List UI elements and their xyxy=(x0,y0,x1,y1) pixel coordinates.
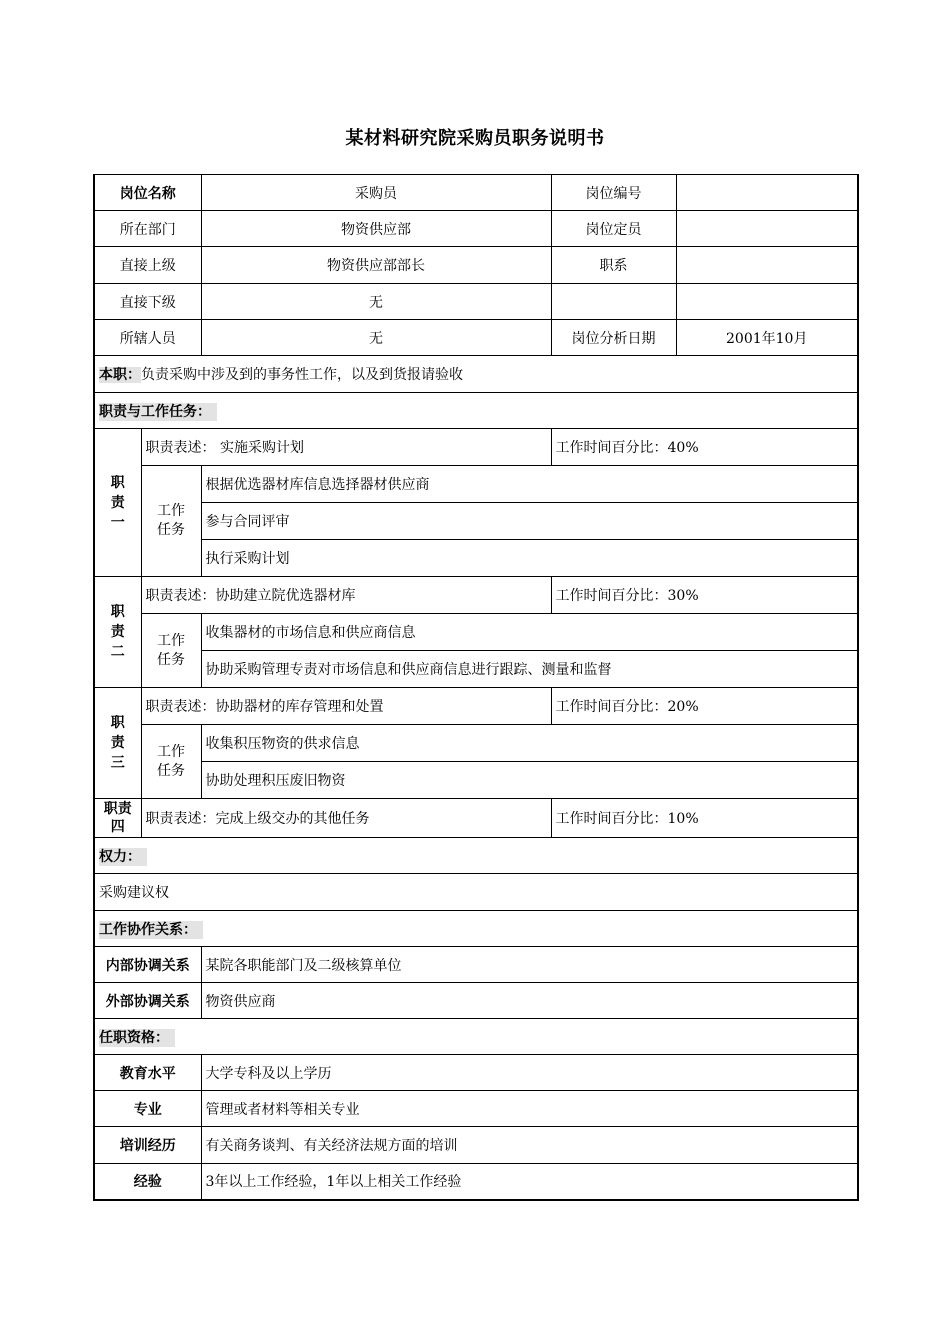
internal-relations-value: 某院各职能部门及二级核算单位 xyxy=(201,947,858,983)
duty-2-task-label-text: 工作任务 xyxy=(157,632,185,668)
duty-1-task-label xyxy=(141,466,201,577)
supervisor-label: 直接上级 xyxy=(94,247,201,284)
subordinate-value: 无 xyxy=(201,284,551,320)
qualification-row-major xyxy=(94,1091,858,1127)
major-label: 专业 xyxy=(94,1091,201,1127)
power-header-row xyxy=(94,838,858,874)
training-label: 培训经历 xyxy=(94,1127,201,1164)
duty-3-pct: 工作时间百分比：20% xyxy=(551,688,858,725)
power-header: 权力： xyxy=(99,848,147,866)
duties-header-row xyxy=(94,393,858,429)
basic-row-department xyxy=(94,211,858,247)
duty-4-pct: 工作时间百分比：10% xyxy=(551,799,858,838)
qualifications-header-row xyxy=(94,1019,858,1055)
job-family-value xyxy=(676,247,858,284)
major-value: 管理或者材料等相关专业 xyxy=(201,1091,858,1127)
summary-text: 负责采购中涉及到的事务性工作，以及到货报请验收 xyxy=(141,367,463,383)
duty-3-label xyxy=(94,688,141,799)
job-description-table xyxy=(93,174,859,1201)
job-family-label: 职系 xyxy=(551,247,676,284)
department-label: 所在部门 xyxy=(94,211,201,247)
duty-2-desc-row xyxy=(94,577,858,614)
position-name-value: 采购员 xyxy=(201,175,551,211)
duty-2-task-label xyxy=(141,614,201,688)
duty-2-task-1: 收集器材的市场信息和供应商信息 xyxy=(201,614,858,651)
duty-1-label-text: 职责一 xyxy=(110,474,125,531)
duty-2-task-row-2 xyxy=(94,651,858,688)
duty-1-task-row-3 xyxy=(94,540,858,577)
relations-header: 工作协作关系： xyxy=(99,921,203,939)
duty-3-task-2: 协助处理积压废旧物资 xyxy=(201,762,858,799)
duty-4-label xyxy=(94,799,141,838)
duty-2-task-row-1 xyxy=(94,614,858,651)
job-summary xyxy=(94,356,858,393)
headcount-label: 岗位定员 xyxy=(551,211,676,247)
duty-3-task-1: 收集积压物资的供求信息 xyxy=(201,725,858,762)
duty-4-desc: 职责表述：完成上级交办的其他任务 xyxy=(141,799,551,838)
subordinate-label: 直接下级 xyxy=(94,284,201,320)
power-row xyxy=(94,874,858,911)
duty-2-label xyxy=(94,577,141,688)
qualification-row-experience xyxy=(94,1164,858,1200)
relations-header-row xyxy=(94,911,858,947)
duty-1-task-row-2 xyxy=(94,503,858,540)
duty-1-task-3: 执行采购计划 xyxy=(201,540,858,577)
basic-row-position-name xyxy=(94,175,858,211)
duty-1-task-1: 根据优选器材库信息选择器材供应商 xyxy=(201,466,858,503)
basic-row-staff xyxy=(94,320,858,356)
position-name-label: 岗位名称 xyxy=(94,175,201,211)
external-relations-value: 物资供应商 xyxy=(201,983,858,1019)
qualifications-header: 任职资格： xyxy=(99,1029,175,1047)
duty-1-task-label-text: 工作任务 xyxy=(157,503,185,538)
duty-3-desc: 职责表述：协助器材的库存管理和处置 xyxy=(141,688,551,725)
duty-3-label-text: 职责三 xyxy=(110,715,125,771)
education-label: 教育水平 xyxy=(94,1055,201,1091)
duty-2-label-text: 职责二 xyxy=(110,604,125,660)
internal-relations-label: 内部协调关系 xyxy=(94,947,201,983)
duty-3-desc-row xyxy=(94,688,858,725)
duty-2-task-2: 协助采购管理专责对市场信息和供应商信息进行跟踪、测量和监督 xyxy=(201,651,858,688)
duty-1-desc-row xyxy=(94,429,858,466)
department-value: 物资供应部 xyxy=(201,211,551,247)
staff-label: 所辖人员 xyxy=(94,320,201,356)
education-value: 大学专科及以上学历 xyxy=(201,1055,858,1091)
staff-value: 无 xyxy=(201,320,551,356)
position-number-label: 岗位编号 xyxy=(551,175,676,211)
duty-3-task-row-1 xyxy=(94,725,858,762)
page-title: 某材料研究院采购员职务说明书 xyxy=(345,128,605,149)
headcount-value xyxy=(676,211,858,247)
qualification-row-training xyxy=(94,1127,858,1164)
power-text: 采购建议权 xyxy=(94,874,858,911)
analysis-date-value: 2001年10月 xyxy=(676,320,858,356)
duty-3-task-label xyxy=(141,725,201,799)
external-relations-label: 外部协调关系 xyxy=(94,983,201,1019)
experience-value: 3年以上工作经验，1年以上相关工作经验 xyxy=(201,1164,858,1200)
duty-1-task-row-1 xyxy=(94,466,858,503)
duty-1-label xyxy=(94,429,141,577)
duty-1-pct: 工作时间百分比：40% xyxy=(551,429,858,466)
duty-3-task-row-2 xyxy=(94,762,858,799)
summary-label: 本职： xyxy=(99,367,141,383)
duty-2-pct: 工作时间百分比：30% xyxy=(551,577,858,614)
position-number-value xyxy=(676,175,858,211)
duty-3-task-label-text: 工作任务 xyxy=(157,743,185,779)
empty-value xyxy=(676,284,858,320)
duty-1-desc: 职责表述： 实施采购计划 xyxy=(141,429,551,466)
summary-row xyxy=(94,356,858,393)
analysis-date-label: 岗位分析日期 xyxy=(551,320,676,356)
duty-4-desc-row xyxy=(94,799,858,838)
training-value: 有关商务谈判、有关经济法规方面的培训 xyxy=(201,1127,858,1164)
empty-label xyxy=(551,284,676,320)
internal-relations-row xyxy=(94,947,858,983)
basic-row-subordinate xyxy=(94,284,858,320)
duties-header: 职责与工作任务： xyxy=(99,403,217,421)
duty-2-desc: 职责表述：协助建立院优选器材库 xyxy=(141,577,551,614)
external-relations-row xyxy=(94,983,858,1019)
duty-4-label-text: 职责四 xyxy=(103,801,132,835)
qualification-row-education xyxy=(94,1055,858,1091)
experience-label: 经验 xyxy=(94,1164,201,1200)
duty-1-task-2: 参与合同评审 xyxy=(201,503,858,540)
basic-row-supervisor xyxy=(94,247,858,284)
supervisor-value: 物资供应部部长 xyxy=(201,247,551,284)
